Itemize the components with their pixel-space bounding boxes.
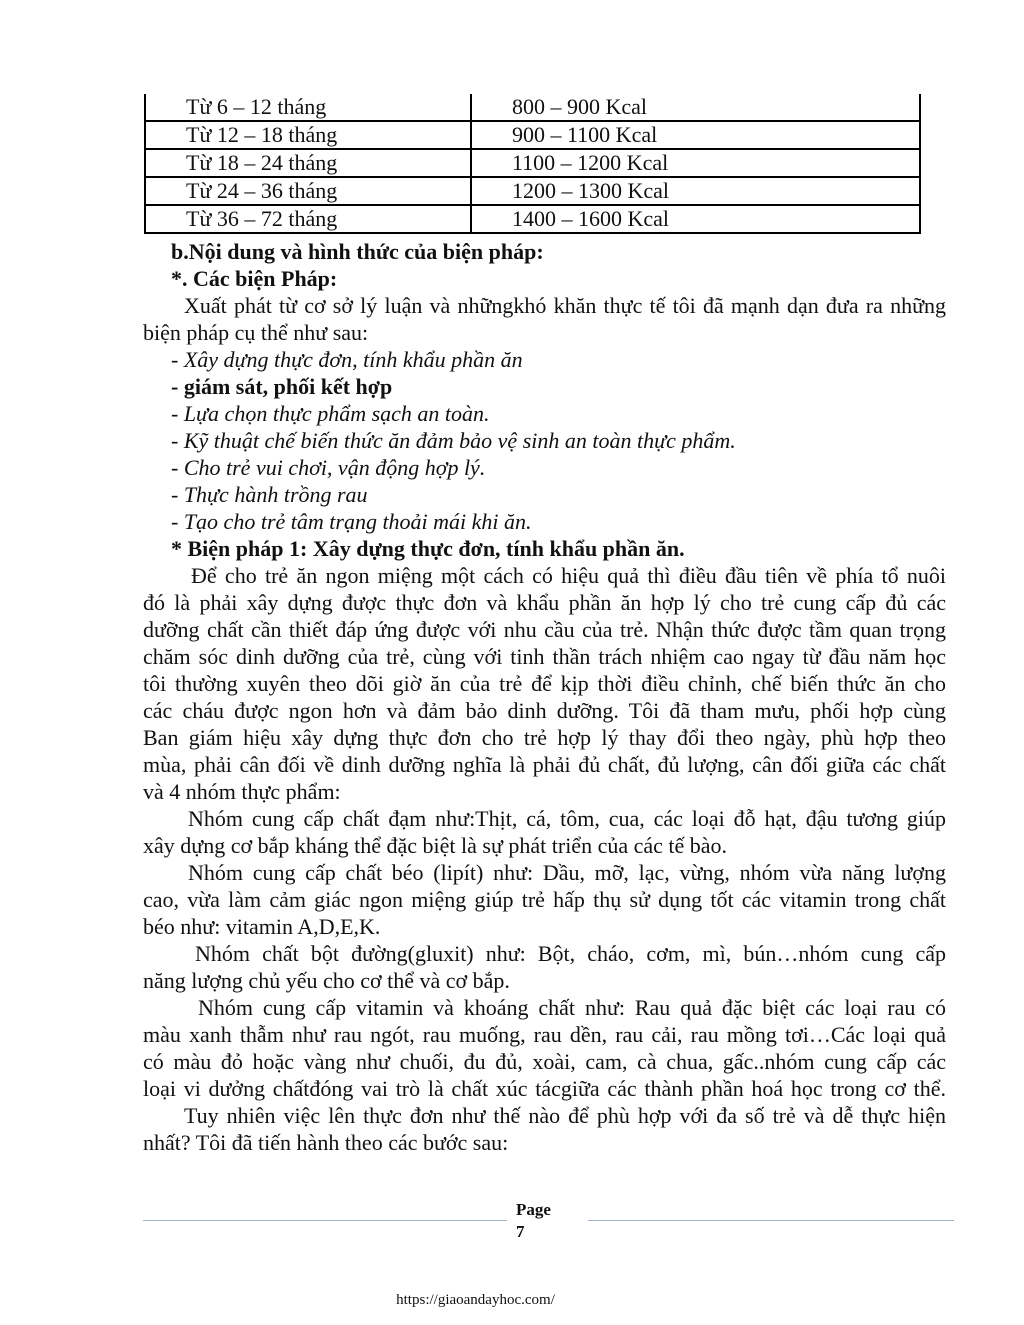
age-cell: Từ 18 – 24 tháng xyxy=(145,149,471,177)
age-cell: Từ 12 – 18 tháng xyxy=(145,121,471,149)
measure-item: - Cho trẻ vui chơi, vận động hợp lý. xyxy=(171,455,486,480)
paragraph-line: Nhóm chất bột đường(gluxit) như: Bột, cháo, cơm, mì, bún…nhóm cung cấp xyxy=(195,941,946,966)
paragraph-line: cao, vừa làm cảm giác ngon miệng giúp trẻ hấp thụ sử dụng tốt các vitamin trong chất xyxy=(143,887,946,912)
measure-item: - Tạo cho trẻ tâm trạng thoải mái khi ăn. xyxy=(171,509,532,534)
paragraph-line: đó là phải xây dựng được thực đơn và khẩu phần ăn hợp lý cho trẻ cung cấp đủ các xyxy=(143,590,946,615)
footer-divider-left xyxy=(143,1220,507,1221)
table-row xyxy=(145,149,920,177)
paragraph-line: loại vi dưởng chấtđóng vai trò là chất xúc tácgiữa các thành phần hoá học trong cơ thể. xyxy=(143,1076,946,1101)
measure-item: - Kỹ thuật chế biến thức ăn đảm bảo vệ sinh an toàn thực phẩm. xyxy=(171,428,736,453)
measure-item: - Thực hành trồng rau xyxy=(171,482,368,507)
measure-item: - Xây dựng thực đơn, tính khẩu phần ăn xyxy=(171,347,523,372)
measure-item: - giám sát, phối kết hợp xyxy=(171,374,393,399)
page-label: Page xyxy=(516,1200,551,1219)
age-cell: Từ 6 – 12 tháng xyxy=(145,94,471,121)
energy-cell: 800 – 900 Kcal xyxy=(471,94,920,121)
paragraph-line: có màu đỏ hoặc vàng như chuối, đu đủ, xoài, cam, cà chua, gấc..nhóm cung cấp các xyxy=(143,1049,946,1074)
age-cell: Từ 36 – 72 tháng xyxy=(145,205,471,233)
paragraph-line: dưỡng chất cần thiết đáp ứng được với nhu cầu của trẻ. Nhận thức được tầm quan trọng xyxy=(143,617,946,642)
paragraph-line: Nhóm cung cấp chất đạm như:Thịt, cá, tôm, cua, các loại đỗ hạt, đậu tương giúp xyxy=(188,806,946,831)
footer-divider-right xyxy=(588,1220,954,1221)
energy-cell: 900 – 1100 Kcal xyxy=(471,121,920,149)
paragraph-line: và 4 nhóm thực phẩm: xyxy=(143,779,341,804)
energy-needs-table xyxy=(144,94,921,234)
measure1-heading: * Biện pháp 1: Xây dựng thực đơn, tính khẩu phần ăn. xyxy=(171,536,685,561)
measure-item: - Lựa chọn thực phẩm sạch an toàn. xyxy=(171,401,490,426)
paragraph-line: màu xanh thẫm như rau ngót, rau muống, rau dền, rau cải, rau mồng tơi…Các loại quả xyxy=(143,1022,946,1047)
paragraph-line: nhất? Tôi đã tiến hành theo các bước sau: xyxy=(143,1130,509,1155)
paragraph-line: Ban giám hiệu xây dựng thực đơn cho trẻ hợp lý thay đổi theo ngày, phù hợp theo xyxy=(143,725,946,750)
table-row xyxy=(145,205,920,233)
paragraph-line: Nhóm cung cấp chất béo (lipít) như: Dầu, mỡ, lạc, vừng, nhóm vừa năng lượng xyxy=(188,860,946,885)
paragraph-line: Nhóm cung cấp vitamin và khoáng chất như: Rau quả đặc biệt các loại rau có xyxy=(198,995,946,1020)
body-text xyxy=(143,238,946,1156)
source-url[interactable]: https://giaoandayhoc.com/ xyxy=(396,1292,555,1308)
paragraph-line: xây dựng cơ bắp kháng thể đặc biệt là sự phát triển của các tế bào. xyxy=(143,833,728,858)
table-row xyxy=(145,94,920,121)
paragraph-line: béo như: vitamin A,D,E,K. xyxy=(143,914,381,939)
paragraph-line: tôi thường xuyên theo dõi giờ ăn của trẻ để kịp thời điều chỉnh, chế biến thức ăn cho xyxy=(143,671,946,696)
measures-heading: *. Các biện Pháp: xyxy=(171,266,338,291)
paragraph-line: các cháu được ngon hơn và đảm bảo dinh dưỡng. Tôi đã tham mưu, phối hợp cùng xyxy=(143,698,946,723)
table-row xyxy=(145,121,920,149)
age-cell: Từ 24 – 36 tháng xyxy=(145,177,471,205)
paragraph-line: Tuy nhiên việc lên thực đơn như thế nào để phù hợp với đa số trẻ và dễ thực hiện xyxy=(184,1103,946,1128)
table-row xyxy=(145,177,920,205)
energy-cell: 1400 – 1600 Kcal xyxy=(471,205,920,233)
section-heading: b.Nội dung và hình thức của biện pháp: xyxy=(171,239,544,264)
paragraph-line: mùa, phải cân đối về dinh dưỡng nghĩa là phải đủ chất, đủ lượng, cân đối giữa các chất xyxy=(143,752,946,777)
paragraph-line: Để cho trẻ ăn ngon miệng một cách có hiệu quả thì điều đầu tiên về phía tổ nuôi xyxy=(191,563,946,588)
energy-cell: 1200 – 1300 Kcal xyxy=(471,177,920,205)
energy-cell: 1100 – 1200 Kcal xyxy=(471,149,920,177)
paragraph-line: chăm sóc dinh dưỡng của trẻ, cùng với tinh thần trách nhiệm cao ngay từ đầu năm học xyxy=(143,644,946,669)
intro-line: biện pháp cụ thể như sau: xyxy=(143,320,369,345)
paragraph-line: năng lượng chủ yếu cho cơ thể và cơ bắp. xyxy=(143,968,510,993)
page-number: 7 xyxy=(516,1222,525,1241)
intro-line: Xuất phát từ cơ sở lý luận và nhữngkhó khăn thực tế tôi đã mạnh dạn đưa ra những xyxy=(184,293,946,318)
